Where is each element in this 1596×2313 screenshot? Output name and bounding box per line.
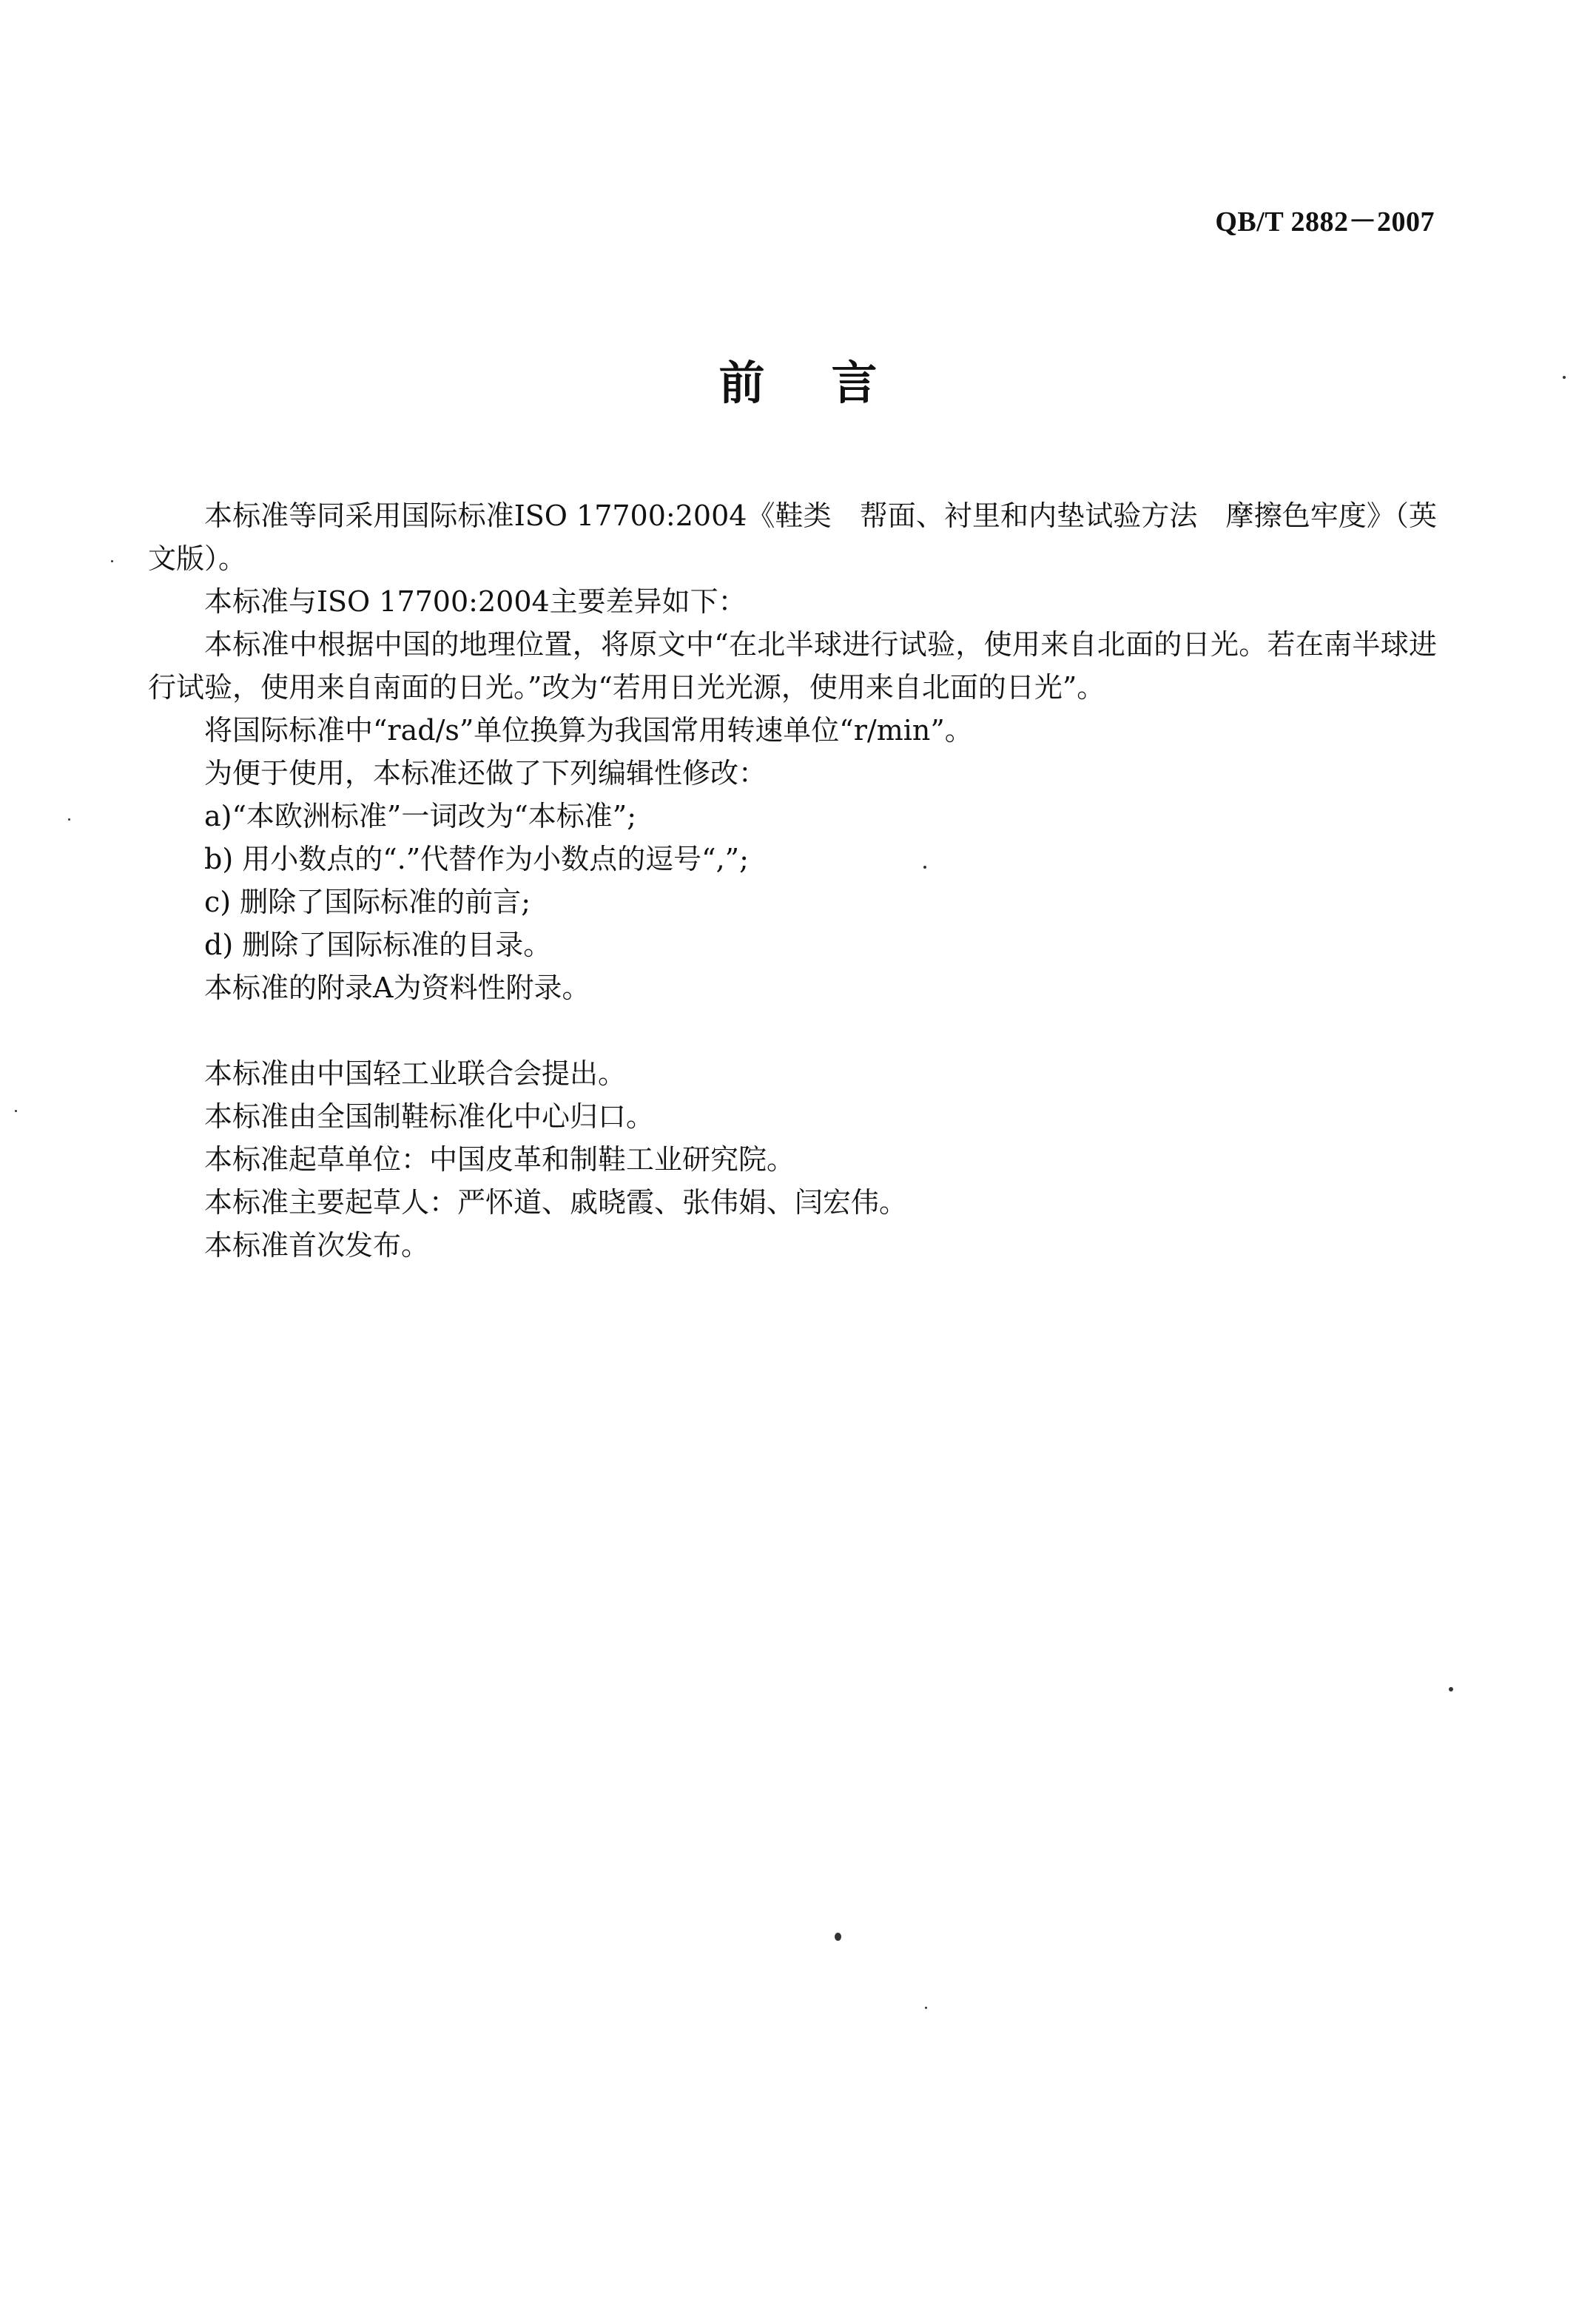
- editorial-item-b: b) 用小数点的“.”代替作为小数点的逗号“,”;: [204, 843, 749, 875]
- standard-number: QB/T 2882－2007: [1215, 206, 1435, 238]
- editorial-item-d: d) 删除了国际标准的目录。: [204, 929, 552, 961]
- foreword-paragraph-unit-conversion: 将国际标准中“rad/s”单位换算为我国常用转速单位“r/min”。: [204, 714, 973, 747]
- editorial-item-a: a)“本欧洲标准”一词改为“本标准”;: [204, 800, 636, 832]
- scan-speck: [925, 2007, 927, 2009]
- scan-speck: [835, 1933, 841, 1941]
- scan-speck: [111, 560, 113, 562]
- foreword-paragraph-editorial-intro: 为便于使用，本标准还做了下列编辑性修改：: [204, 757, 767, 789]
- scan-speck: [68, 818, 70, 821]
- scan-speck: [1449, 1687, 1453, 1691]
- editorial-item-c: c) 删除了国际标准的前言;: [204, 886, 531, 918]
- scan-speck: [15, 1110, 17, 1112]
- first-issue: 本标准首次发布。: [204, 1229, 430, 1262]
- foreword-paragraph-annex: 本标准的附录A为资料性附录。: [204, 972, 590, 1004]
- scan-speck: [923, 866, 926, 869]
- page-title: 前言: [718, 356, 944, 410]
- foreword-paragraph-differences-intro: 本标准与ISO 17700:2004主要差异如下：: [204, 585, 747, 618]
- foreword-paragraph-adoption: 本标准等同采用国际标准ISO 17700:2004《鞋类 帮面、衬里和内垫试验方法 摩擦色牢度》（英文版）。: [148, 499, 1437, 575]
- managed-by: 本标准由全国制鞋标准化中心归口。: [204, 1100, 655, 1133]
- drafting-unit: 本标准起草单位：中国皮革和制鞋工业研究院。: [204, 1143, 795, 1176]
- foreword-paragraph-daylight-change: 本标准中根据中国的地理位置，将原文中“在北半球进行试验，使用来自北面的日光。若在南半球进行试验，使用来自南面的日光。”改为“若用日光光源，使用来自北面的日光”。: [148, 628, 1437, 704]
- scan-speck: [1563, 376, 1566, 379]
- section-gap: [148, 1009, 1437, 1052]
- proposed-by: 本标准由中国轻工业联合会提出。: [204, 1057, 627, 1090]
- foreword-body: [148, 494, 1437, 1267]
- main-drafters: 本标准主要起草人：严怀道、戚晓霞、张伟娟、闫宏伟。: [204, 1186, 908, 1219]
